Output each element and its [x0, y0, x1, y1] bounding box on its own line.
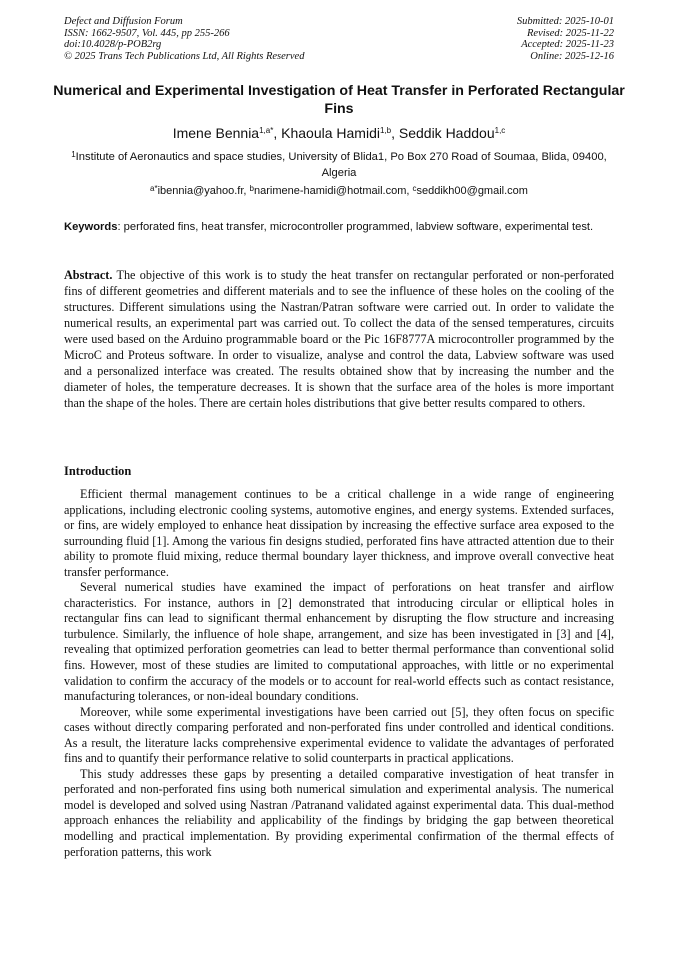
email-list: $^{a*}$ibennia@yahoo.fr, $^b$narimene-hamidi@hotmail.com, $^c$seddikh00@gmail.com — [150, 184, 528, 197]
doi-line: doi:10.4028/p-POB2rg — [64, 39, 162, 51]
abstract-block — [64, 267, 614, 411]
accepted-date: Accepted: 2025-11-23 — [521, 39, 614, 51]
email-superscript: b — [249, 184, 254, 193]
author-superscript: 1,b — [379, 126, 392, 135]
paragraph: Moreover, while some experimental investigations have been carried out [5], they often focus on specific cases without directly comparing perforated and non-perforated fins under controlled and identical conditions. As a result, the literature lacks comprehensive experimental evidence to validate the advantages of perforated fins and to quantify their performance relative to solid counterparts in practical applications. — [64, 704, 614, 766]
keywords-block — [64, 221, 614, 235]
author-superscript: 1,a* — [259, 126, 274, 135]
issn-line: ISSN: 1662-9507, Vol. 445, pp 255-266 — [64, 27, 230, 39]
submitted-date: Submitted: 2025-10-01 — [516, 16, 614, 27]
journal-header-left — [64, 16, 304, 62]
affiliation-superscript: 1 — [71, 150, 76, 159]
abstract-text: The objective of this work is to study the heat transfer on rectangular perforated or non-perforated fins of different geometries and different materials and to see the influence of these holes on the cooling of the structures. Different simulations using the Nastran/Patran software were carried out. In order to validate the numerical results, an experimental part was carried out. To collect the data of the sensed temperatures, circuits were used based on the Arduino programmable board or the Pic 16F8777A microcontroller programmed by the MicroC and Proteus software. In order to visualize, analyse and control the data, Labview software was used and a personalized interface was created. The results obtained show that by increasing the number and the diameter of holes, the temperature decreases. It is shown that the surface area of the holes is more important than the shape of the holes. There are certain holes distributions that give better results compared to others. — [64, 268, 614, 410]
section-heading-introduction: Introduction — [64, 464, 132, 478]
introduction-body — [64, 487, 614, 860]
email-link[interactable]: ibennia@yahoo.fr — [157, 185, 244, 197]
paragraph: Efficient thermal management continues to be a critical challenge in a wide range of engineering applications, including electronic cooling systems, automotive engines, and energy systems. Extended surfaces, or fins, are widely employed to enhance heat dissipation by increasing the effective surface area exposed to the surrounding fluid [1]. Among the various fin designs studied, perforated fins have attracted attention due to their ability to promote fluid mixing, reduce thermal boundary layer thickness, and improve overall convective heat transfer performance. — [64, 487, 614, 579]
affiliation-text: Institute of Aeronautics and space studies, University of Blida1, Po Box 270 Road of Soumaa, Blida, 09400, Algeria — [75, 151, 607, 179]
revised-date: Revised: 2025-11-22 — [527, 27, 614, 39]
journal-name: Defect and Diffusion Forum — [64, 16, 183, 27]
copyright-line: © 2025 Trans Tech Publications Ltd, All Rights Reserved — [64, 50, 305, 62]
paper-title: Numerical and Experimental Investigation of Heat Transfer in Perforated Rectangular Fins — [53, 83, 625, 117]
keywords-text: : perforated fins, heat transfer, microcontroller programmed, labview software, experimental test. — [117, 221, 594, 233]
email-superscript: a* — [150, 184, 158, 193]
author-name: Khaoula Hamidi — [281, 125, 380, 141]
affiliation — [64, 149, 614, 181]
author-name: Imene Bennia — [172, 125, 260, 141]
email-link[interactable]: seddikh00@gmail.com — [416, 185, 528, 197]
paragraph: Several numerical studies have examined the impact of perforations on heat transfer and airflow characteristics. For instance, authors in [2] demonstrated that introducing circular or elliptical holes in rectangular fins can lead to significant thermal enhancement by disrupting the flow structure and increasing turbulence. Similarly, the influence of hole shape, arrangement, and size has been investigated in [3] and [4], revealing that optimized perforation geometries can lead to better thermal performance than conventional solid fins. However, most of these studies are limited to computational approaches, with little or no experimental validation to confirm the accuracy of the models or to account for real-world effects such as contact resistance, manufacturing tolerances, or non-ideal boundary conditions. — [64, 580, 614, 704]
keywords-label: Keywords — [64, 221, 118, 233]
paragraph: This study addresses these gaps by presenting a detailed comparative investigation of heat transfer in perforated and non-perforated fins using both numerical simulation and experimental analysis. The numerical model is developed and solved using Nastran /Patranand validated against experimental data. This dual-method approach enhances the reliability and applicability of the findings by bridging the gap between theoretical modelling and practical implementation. By providing experimental confirmation of the thermal effects of perforation patterns, this work — [64, 766, 614, 859]
abstract-label: Abstract. — [64, 268, 113, 282]
email-link[interactable]: narimene-hamidi@hotmail.com — [253, 185, 407, 197]
journal-header-right — [517, 16, 614, 62]
email-superscript: c — [412, 184, 417, 193]
author-name: Seddik Haddou — [398, 125, 495, 141]
author-superscript: 1,c — [494, 126, 506, 135]
author-list: Imene Bennia$^{1,a*}$, Khaoula Hamidi$^{1,b}$, Seddik Haddou$^{1,c}$ — [172, 125, 506, 141]
online-date: Online: 2025-12-16 — [530, 50, 614, 62]
